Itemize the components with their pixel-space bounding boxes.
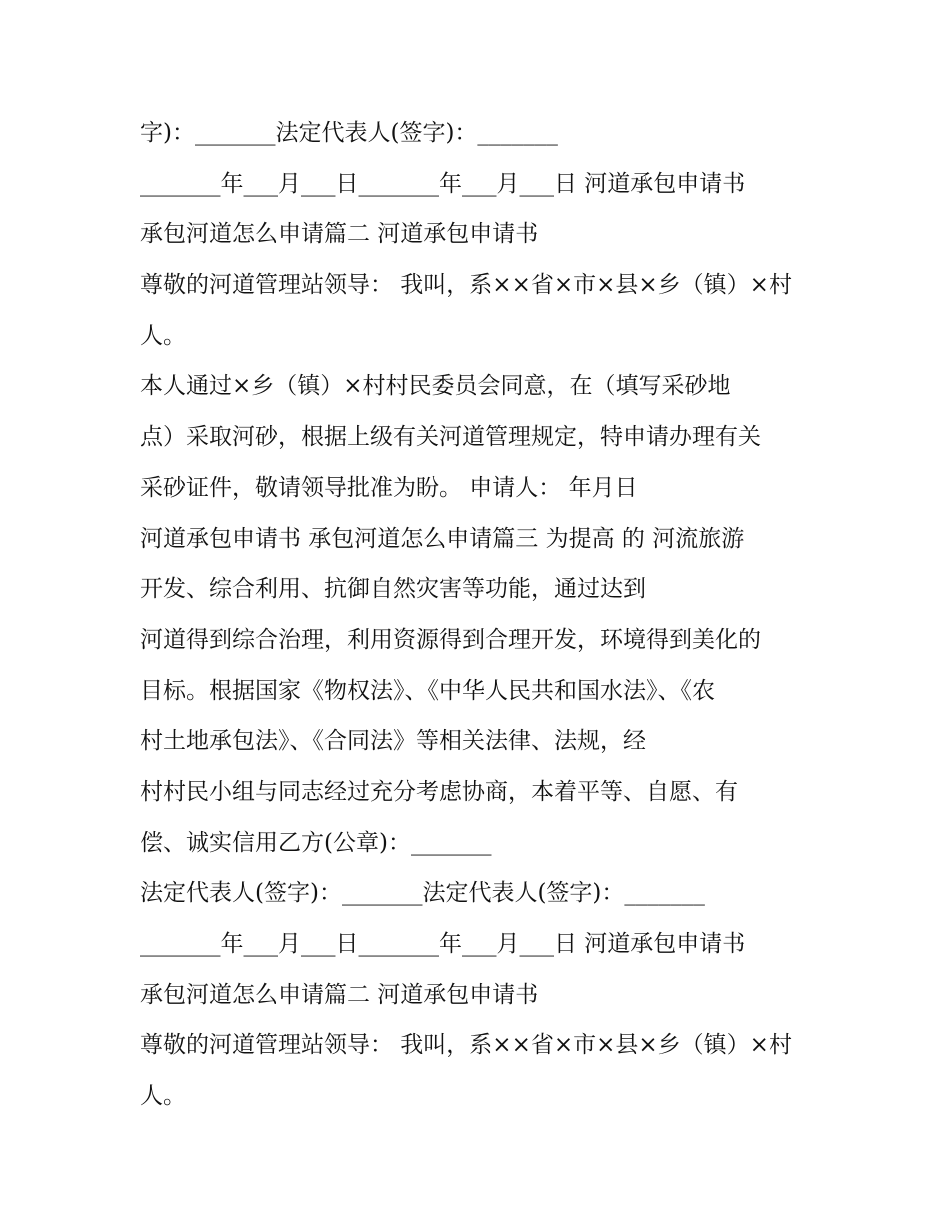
text-line: 尊敬的河道管理站领导： 我叫，系××省×市×县×乡（镇）×村 — [140, 272, 792, 299]
text-line: 河道承包申请书 承包河道怎么申请篇三 为提高 的 河流旅游 — [140, 525, 745, 552]
text-line: 字)：_______法定代表人(签字)：_______ — [140, 120, 558, 146]
text-line: 点）采取河砂，根据上级有关河道管理规定，特申请办理有关 — [140, 424, 761, 451]
text-line: 承包河道怎么申请篇二 河道承包申请书 — [140, 221, 539, 248]
text-line: 人。 — [140, 1083, 186, 1110]
text-line: 采砂证件，敬请领导批准为盼。 申请人： 年月日 — [140, 474, 638, 501]
text-line: 开发、综合利用、抗御自然灾害等功能，通过达到 — [140, 576, 646, 603]
text-line: 目标。根据国家《物权法》、《中华人民共和国水法》、《农 — [140, 677, 715, 704]
text-line: 村土地承包法》、《合同法》等相关法律、法规，经 — [140, 728, 646, 755]
text-line: _______年___月___日_______年___月___日 河道承包申请书 — [140, 170, 746, 197]
text-line: 村村民小组与同志经过充分考虑协商，本着平等、自愿、有 — [140, 778, 738, 805]
text-line: 河道得到综合治理，利用资源得到合理开发，环境得到美化的 — [140, 626, 761, 653]
text-line: 人。 — [140, 322, 186, 349]
text-line: 偿、诚实信用乙方(公章)：_______ — [140, 829, 492, 856]
text-line: 承包河道怎么申请篇二 河道承包申请书 — [140, 981, 539, 1008]
text-line: 本人通过×乡（镇）×村村民委员会同意，在（填写采砂地 — [140, 373, 731, 400]
text-line: 法定代表人(签字)：_______法定代表人(签字)：_______ — [140, 880, 705, 907]
text-line: _______年___月___日_______年___月___日 河道承包申请书 — [140, 931, 746, 957]
text-line: 尊敬的河道管理站领导： 我叫，系××省×市×县×乡（镇）×村 — [140, 1032, 792, 1059]
document-body — [140, 108, 840, 1122]
